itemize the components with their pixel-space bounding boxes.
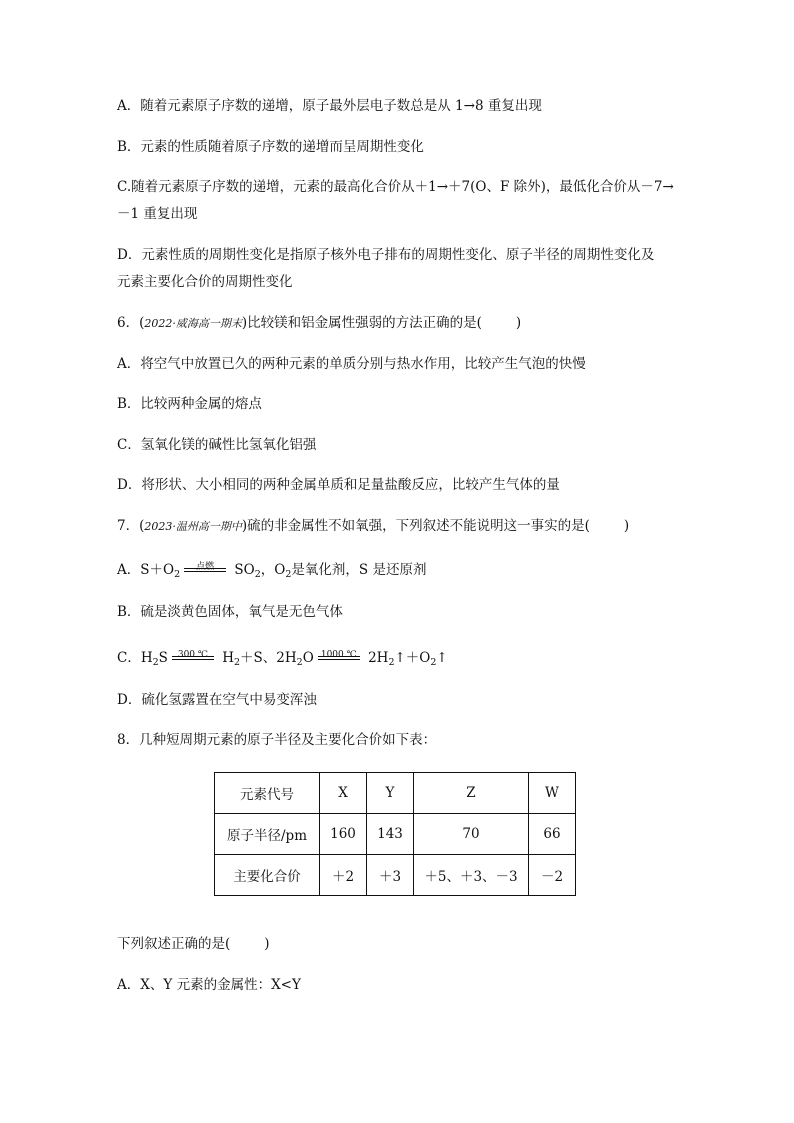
q5-option-a: A．随着元素原子序数的递增，原子最外层电子数总是从 1→8 重复出现 xyxy=(117,98,542,114)
q7-option-c: C．$H_2S$ 300 ℃ $H_2+S$、$2H_2O$ 1000 ℃ $2H_2↑+O_2↑$ xyxy=(117,650,448,668)
table-cell: 70 xyxy=(414,814,529,855)
q5-option-c-line1: C.随着元素原子序数的递增，元素的最高化合价从＋1→＋7(O、F 除外)，最低化合价从－7→ xyxy=(117,179,674,195)
table-cell: 160 xyxy=(320,814,367,855)
q8-stem: 8．几种短周期元素的原子半径及主要化合价如下表： xyxy=(117,732,437,748)
table-cell: ＋3 xyxy=(367,855,414,896)
table-cell: 143 xyxy=(367,814,414,855)
q7-stem: 7．(2023·温州高一期中)硫的非金属性不如氧强，下列叙述不能说明这一事实的是( ) xyxy=(117,518,630,534)
q5-option-c-line2: －1 重复出现 xyxy=(117,206,198,222)
table-cell: 66 xyxy=(529,814,576,855)
table-cell: －2 xyxy=(529,855,576,896)
q6-option-a: A．将空气中放置已久的两种元素的单质分别与热水作用，比较产生气泡的快慢 xyxy=(117,356,586,372)
table-cell: ＋5、＋3、－3 xyxy=(414,855,529,896)
q5-option-d-line1: D．元素性质的周期性变化是指原子核外电子排布的周期性变化、原子半径的周期性变化及 xyxy=(117,247,655,263)
table-cell: Y xyxy=(367,773,414,814)
q6-option-c: C．氢氧化镁的碱性比氢氧化铝强 xyxy=(117,437,317,453)
table-row xyxy=(215,773,576,814)
q7-option-a: A．$S+O_2$ 点燃 $SO_2$，$O_2$是氧化剂，S 是还原剂 xyxy=(117,562,427,580)
q5-option-d-line2: 元素主要化合价的周期性变化 xyxy=(117,274,293,290)
table-cell: 元素代号 xyxy=(215,773,320,814)
q6-source: 2022·威海高一期末 xyxy=(144,317,242,330)
q7-option-b: B．硫是淡黄色固体，氧气是无色气体 xyxy=(117,604,343,620)
table-cell: 主要化合价 xyxy=(215,855,320,896)
q6-option-d: D．将形状、大小相同的两种金属单质和足量盐酸反应，比较产生气体的量 xyxy=(117,477,560,493)
q6-stem: 6．(2022·威海高一期末)比较镁和铝金属性强弱的方法正确的是( ) xyxy=(117,315,522,331)
table-cell: Z xyxy=(414,773,529,814)
q8-option-a: A．X、Y 元素的金属性：X<Y xyxy=(117,977,301,993)
table-cell: W xyxy=(529,773,576,814)
q7-option-d: D．硫化氢露置在空气中易变浑浊 xyxy=(117,692,317,708)
table-cell: ＋2 xyxy=(320,855,367,896)
table-row xyxy=(215,855,576,896)
table-row xyxy=(215,814,576,855)
table-cell: X xyxy=(320,773,367,814)
q5-option-b: B．元素的性质随着原子序数的递增而呈周期性变化 xyxy=(117,139,424,155)
q6-option-b: B．比较两种金属的熔点 xyxy=(117,396,262,412)
q7-source: 2023·温州高一期中 xyxy=(144,520,242,533)
table-cell: 原子半径/pm xyxy=(215,814,320,855)
element-table xyxy=(214,772,576,896)
q8-question: 下列叙述正确的是( ) xyxy=(117,936,270,952)
